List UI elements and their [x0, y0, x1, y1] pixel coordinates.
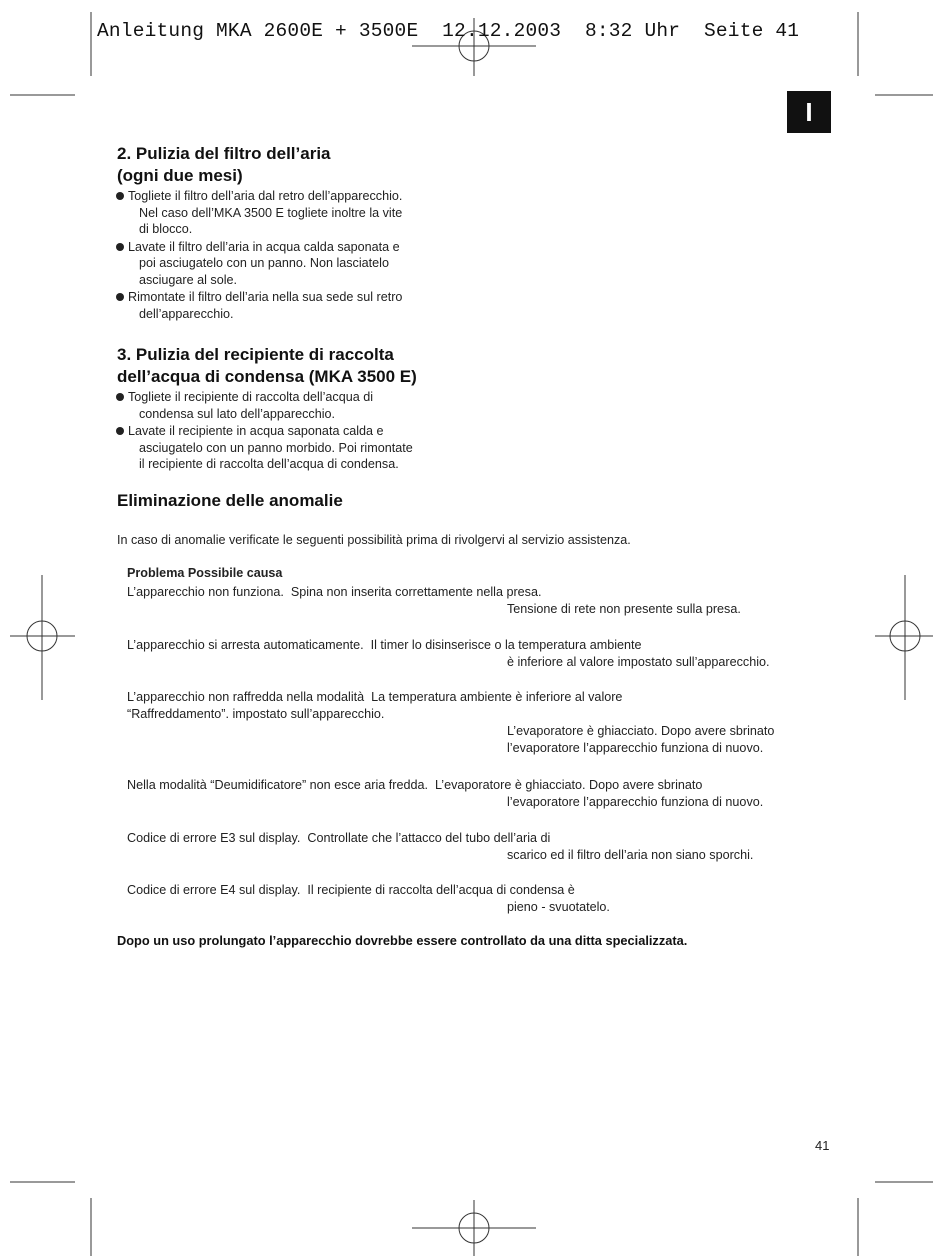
page-number: 41	[815, 1138, 830, 1153]
table-row: L’apparecchio non funziona. Spina non inserita correttamente nella presa. Tensione di rete non presente sulla presa.	[127, 585, 741, 616]
running-header: Anleitung MKA 2600E + 3500E 12.12.2003 8:32 Uhr Seite 41	[97, 20, 800, 42]
table-row: L’apparecchio si arresta automaticamente. Il timer lo disinserisce o la temperatura ambiente è inferiore al valore impostato sull’apparecchio.	[127, 638, 770, 669]
section-3-bullets	[116, 389, 413, 474]
bullet-icon	[116, 293, 124, 301]
troubleshooting-title: Eliminazione delle anomalie	[117, 491, 343, 510]
table-row: Codice di errore E3 sul display. Controllate che l’attacco del tubo dell’aria di scarico ed il filtro dell’aria non siano sporchi.	[127, 831, 754, 862]
language-tab: I	[787, 91, 831, 133]
bullet-icon	[116, 427, 124, 435]
bullet-icon	[116, 243, 124, 251]
section-2-bullets	[116, 188, 402, 323]
list-item: Togliete il recipiente di raccolta dell’acqua di condensa sul lato dell’apparecchio.	[116, 389, 413, 422]
troubleshooting-intro: In caso di anomalie verificate le seguenti possibilità prima di rivolgervi al servizio assistenza.	[117, 533, 631, 547]
table-row: Nella modalità “Deumidificatore” non esce aria fredda. L’evaporatore è ghiacciato. Dopo avere sbrinato l’evaporatore l’apparecchio funziona di nuovo.	[127, 778, 764, 809]
table-row: L’apparecchio non raffredda nella modalità La temperatura ambiente è inferiore al valore “Raffreddamento”. impostato sull’apparecchio. L’evaporatore è ghiacciato. Dopo avere sbrinato l’evaporatore l’apparecchio funziona di nuovo.	[127, 690, 775, 755]
list-item: Lavate il filtro dell’aria in acqua calda saponata e poi asciugatelo con un panno. Non lasciatelo asciugare al sole.	[116, 239, 402, 289]
list-item: Lavate il recipiente in acqua saponata calda e asciugatelo con un panno morbido. Poi rimontate il recipiente di raccolta dell’acqua di condensa.	[116, 423, 413, 473]
list-item: Togliete il filtro dell’aria dal retro dell’apparecchio. Nel caso dell’MKA 3500 E togliete inoltre la vite di blocco.	[116, 188, 402, 238]
table-header	[127, 566, 282, 580]
service-note: Dopo un uso prolungato l’apparecchio dovrebbe essere controllato da una ditta specializzata.	[117, 933, 688, 948]
bullet-icon	[116, 192, 124, 200]
column-header-problem: Problema	[127, 566, 185, 580]
bullet-icon	[116, 393, 124, 401]
section-3-title: 3. Pulizia del recipiente di raccolta dell’acqua di condensa (MKA 3500 E)	[117, 345, 417, 386]
table-row: Codice di errore E4 sul display. Il recipiente di raccolta dell’acqua di condensa è pieno - svuotatelo.	[127, 883, 610, 914]
column-header-cause: Possibile causa	[187, 566, 283, 580]
list-item: Rimontate il filtro dell’aria nella sua sede sul retro dell’apparecchio.	[116, 289, 402, 322]
section-2-title: 2. Pulizia del filtro dell’aria (ogni due mesi)	[117, 144, 331, 185]
